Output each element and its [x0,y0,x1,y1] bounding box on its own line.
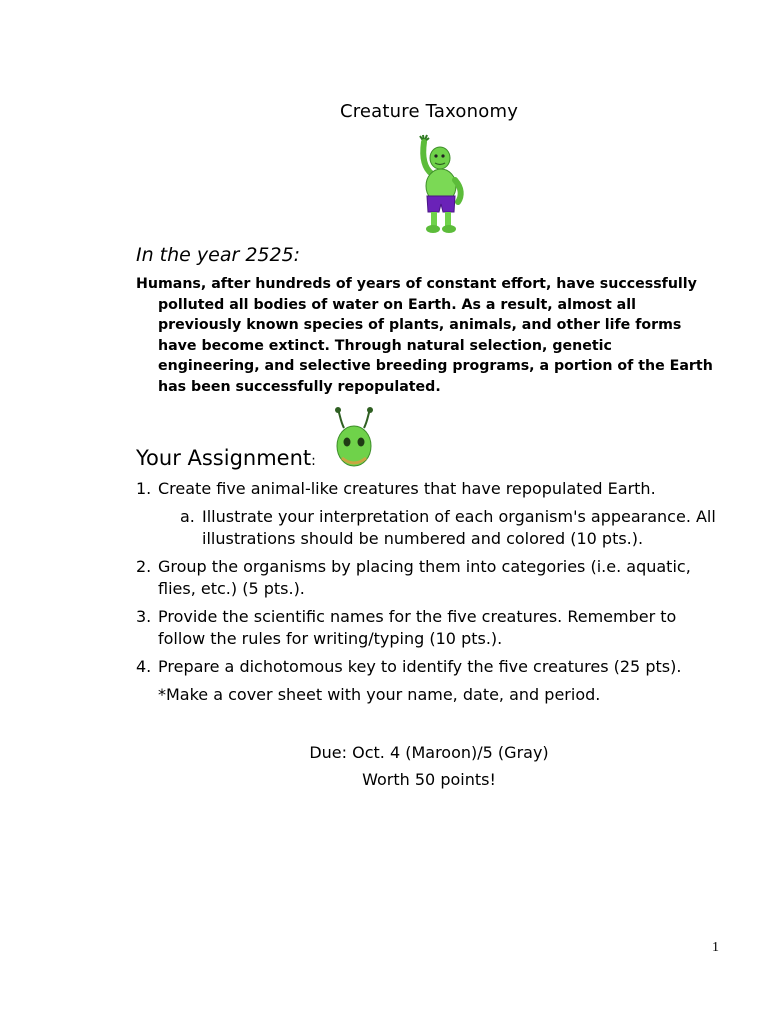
list-item-text: Create five animal-like creatures that have repopulated Earth. [158,479,656,498]
list-item [136,478,726,500]
list-subitem [180,506,726,550]
cover-sheet-note: *Make a cover sheet with your name, date, and period. [158,685,601,704]
list-item-text: Prepare a dichotomous key to identify the five creatures (25 pts). [158,657,682,676]
list-item [136,606,726,650]
list-subitem-text: Illustrate your interpretation of each organism's appearance. All illustrations should be numbered and colored (10 pts.). [202,507,716,548]
assignment-list [136,478,726,706]
page-number: 1 [712,940,719,955]
list-item [136,656,726,678]
assignment-heading-text: Your Assignment [136,446,312,470]
list-item [136,556,726,600]
green-alien-head-icon [330,406,378,470]
due-date: Due: Oct. 4 (Maroon)/5 (Gray) [309,743,549,762]
waving-green-alien-icon [410,134,470,236]
list-item-text: Provide the scientific names for the five creatures. Remember to follow the rules for writing/typing (10 pts.). [158,607,677,648]
document-title: Creature Taxonomy [339,101,519,122]
assignment-heading-colon: : [311,453,316,469]
intro-heading: In the year 2525: [136,244,301,266]
list-item-text: Group the organisms by placing them into categories (i.e. aquatic, flies, etc.) (5 pts.). [158,557,691,598]
list-item-number: 1. [136,479,152,498]
points-worth: Worth 50 points! [362,770,496,789]
list-item-number: 2. [136,557,152,576]
list-item-number: 3. [136,607,152,626]
intro-paragraph: Humans, after hundreds of years of constant effort, have successfully polluted all bodies of water on Earth. As a result, almost all previously known species of plants, animals, and other life forms have become extinct. Through natural selection, genetic engineering, and selective breeding programs, a portion of the Earth has been successfully repopulated. [136,276,713,395]
due-block [0,739,768,793]
list-subitem-letter: a. [180,507,195,526]
list-item-number: 4. [136,657,152,676]
assignment-heading [136,446,316,470]
